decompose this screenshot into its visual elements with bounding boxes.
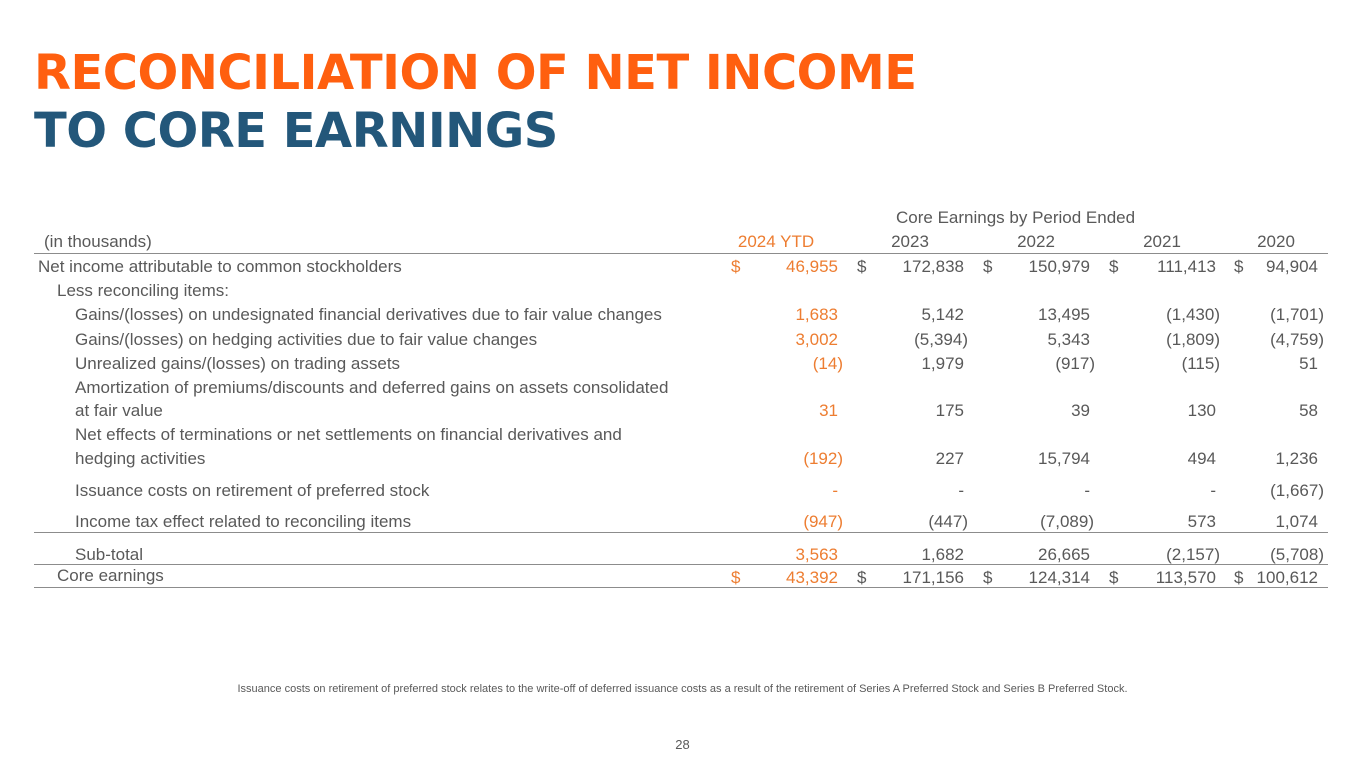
cell-2022: (7,089) xyxy=(1040,512,1094,531)
section-label: Less reconciling items: xyxy=(57,281,229,300)
title-line-2: TO CORE EARNINGS xyxy=(34,103,558,159)
cell-2021: 494 xyxy=(1187,449,1216,468)
currency-symbol: $ xyxy=(857,568,867,587)
currency-symbol: $ xyxy=(1234,257,1244,276)
row-label: Income tax effect related to reconciling items xyxy=(75,512,412,531)
row-label: Unrealized gains/(losses) on trading assets xyxy=(75,354,401,373)
subtotal-rule xyxy=(34,532,1328,533)
cell-2020: 100,612 xyxy=(1256,568,1318,587)
currency-symbol: $ xyxy=(731,568,741,587)
cell-2023: 171,156 xyxy=(902,568,964,587)
cell-2024ytd: - xyxy=(832,481,838,500)
currency-symbol: $ xyxy=(1234,568,1244,587)
row-label: Gains/(losses) on undesignated financial derivatives due to fair value changes xyxy=(75,305,662,324)
row-label-line-1: Net effects of terminations or net settlements on financial derivatives and xyxy=(75,425,622,444)
page-title xyxy=(34,44,917,160)
page-number: 28 xyxy=(675,737,690,752)
footnote: Issuance costs on retirement of preferred stock relates to the write-off of deferred issuance costs as a result of the retirement of Series A Preferred Stock and Series B Preferred Stock. xyxy=(237,683,1128,695)
cell-2021: (1,430) xyxy=(1166,305,1220,324)
row-label: Core earnings xyxy=(57,566,164,585)
cell-2024ytd: 3,002 xyxy=(795,330,838,349)
cell-2020: (5,708) xyxy=(1270,545,1324,564)
cell-2022: - xyxy=(1084,481,1090,500)
cell-2022: 39 xyxy=(1071,401,1090,420)
cell-2021: 573 xyxy=(1187,512,1216,531)
cell-2021: 113,570 xyxy=(1155,568,1216,587)
row-label-line-2: hedging activities xyxy=(75,449,206,468)
cell-2022: (917) xyxy=(1055,354,1095,373)
table-bottom-rule xyxy=(34,587,1328,588)
cell-2020: 51 xyxy=(1299,354,1318,373)
currency-symbol: $ xyxy=(983,257,993,276)
row-label-line-1: Amortization of premiums/discounts and deferred gains on assets consolidated xyxy=(75,378,669,397)
cell-2020: (1,701) xyxy=(1270,305,1324,324)
cell-2021: (1,809) xyxy=(1166,330,1220,349)
cell-2021: 130 xyxy=(1187,401,1216,420)
row-label: Net income attributable to common stockholders xyxy=(38,257,402,276)
row-label: Gains/(losses) on hedging activities due to fair value changes xyxy=(75,330,538,349)
cell-2024ytd: (192) xyxy=(803,449,843,468)
group-header: Core Earnings by Period Ended xyxy=(896,208,1136,227)
cell-2022: 15,794 xyxy=(1038,449,1090,468)
cell-2023: - xyxy=(958,481,964,500)
currency-symbol: $ xyxy=(857,257,867,276)
cell-2022: 124,314 xyxy=(1028,568,1090,587)
cell-2024ytd: 31 xyxy=(819,401,838,420)
cell-2020: 94,904 xyxy=(1266,257,1318,276)
cell-2022: 150,979 xyxy=(1028,257,1090,276)
cell-2021: (2,157) xyxy=(1166,545,1220,564)
units-label: (in thousands) xyxy=(44,232,152,251)
cell-2023: (447) xyxy=(928,512,968,531)
cell-2023: 175 xyxy=(935,401,964,420)
core-earnings-rule xyxy=(34,564,1328,565)
cell-2020: 1,074 xyxy=(1275,512,1318,531)
column-header-2020: 2020 xyxy=(1257,232,1295,251)
currency-symbol: $ xyxy=(731,257,741,276)
cell-2020: 58 xyxy=(1299,401,1318,420)
cell-2024ytd: 1,683 xyxy=(795,305,838,324)
currency-symbol: $ xyxy=(1109,257,1119,276)
column-header-2023: 2023 xyxy=(891,232,929,251)
cell-2021: - xyxy=(1210,481,1216,500)
cell-2020: 1,236 xyxy=(1275,449,1318,468)
header-rule xyxy=(34,253,1328,254)
row-label: Issuance costs on retirement of preferred stock xyxy=(75,481,430,500)
cell-2022: 13,495 xyxy=(1038,305,1090,324)
cell-2024ytd: 46,955 xyxy=(786,257,838,276)
cell-2023: 1,682 xyxy=(921,545,964,564)
cell-2022: 26,665 xyxy=(1038,545,1090,564)
cell-2024ytd: 43,392 xyxy=(786,568,838,587)
cell-2021: 111,413 xyxy=(1157,257,1216,276)
column-header-2024ytd: 2024 YTD xyxy=(737,232,815,251)
column-header-2022: 2022 xyxy=(1017,232,1055,251)
cell-2023: 5,142 xyxy=(921,305,964,324)
cell-2023: 172,838 xyxy=(902,257,964,276)
title-line-1: RECONCILIATION OF NET INCOME xyxy=(34,45,917,101)
row-label-line-2: at fair value xyxy=(75,401,163,420)
cell-2021: (115) xyxy=(1181,354,1220,373)
cell-2020: (4,759) xyxy=(1270,330,1324,349)
cell-2024ytd: (947) xyxy=(803,512,843,531)
row-label: Sub-total xyxy=(75,545,144,564)
cell-2024ytd: (14) xyxy=(812,354,843,373)
currency-symbol: $ xyxy=(1109,568,1119,587)
cell-2024ytd: 3,563 xyxy=(795,545,838,564)
cell-2020: (1,667) xyxy=(1270,481,1324,500)
cell-2023: 1,979 xyxy=(921,354,964,373)
cell-2023: (5,394) xyxy=(914,330,968,349)
cell-2022: 5,343 xyxy=(1047,330,1090,349)
cell-2023: 227 xyxy=(935,449,964,468)
column-header-2021: 2021 xyxy=(1143,232,1181,251)
currency-symbol: $ xyxy=(983,568,993,587)
